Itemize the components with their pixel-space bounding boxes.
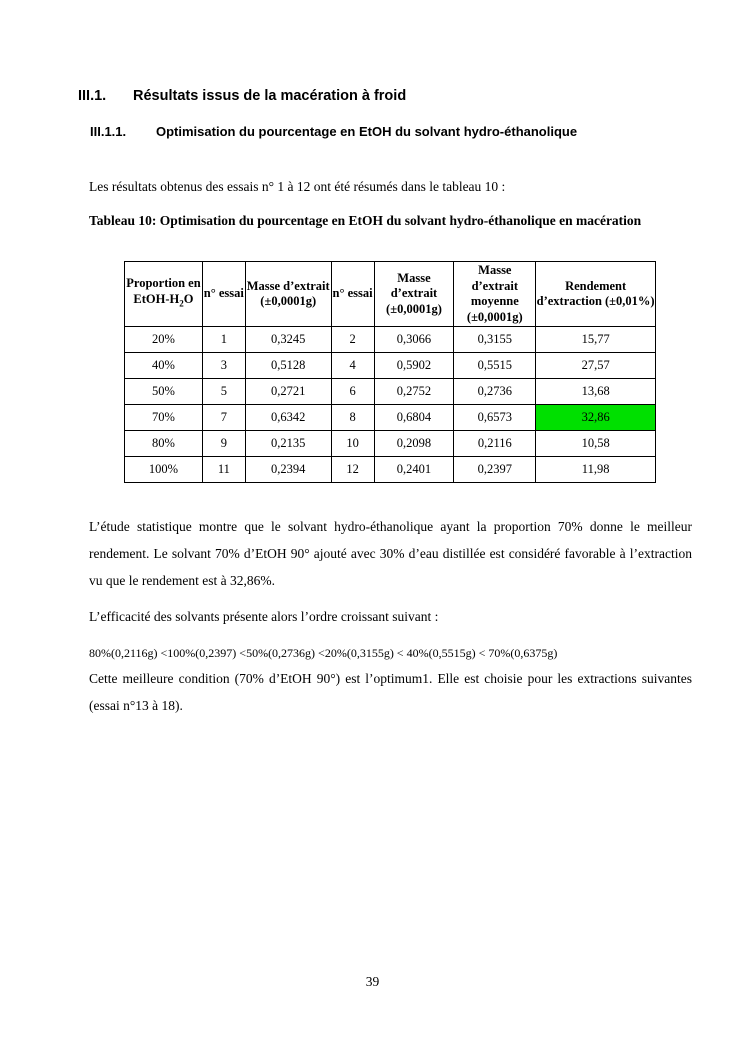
subsection-number: III.1.1.: [90, 124, 127, 139]
cell-essai1: 7: [202, 405, 245, 431]
table-row: [125, 431, 656, 457]
page-number: 39: [365, 974, 380, 989]
cell-masse1: 0,2721: [245, 379, 331, 405]
table-row: [125, 379, 656, 405]
table-row: [125, 353, 656, 379]
cell-masse1: 0,2135: [245, 431, 331, 457]
results-table: [124, 261, 656, 483]
conclusion-paragraph: Cette meilleure condition (70% d’EtOH 90°) est l’optimum1. Elle est choisie pour les extractions suivantes (essai n°13 à 18).: [89, 671, 692, 713]
cell-essai1: 3: [202, 353, 245, 379]
cell-essai2: 2: [331, 327, 374, 353]
cell-masse2: 0,2401: [374, 457, 454, 483]
cell-proportion: 50%: [125, 379, 203, 405]
cell-rendement: 10,58: [536, 431, 656, 457]
cell-proportion: 40%: [125, 353, 203, 379]
header-rendement: Rendement d’extraction (±0,01%): [536, 262, 656, 327]
cell-moyenne: 0,5515: [454, 353, 536, 379]
order-intro-paragraph: L’efficacité des solvants présente alors l’ordre croissant suivant :: [89, 609, 439, 624]
cell-masse2: 0,2098: [374, 431, 454, 457]
analysis-paragraph: L’étude statistique montre que le solvant hydro-éthanolique ayant la proportion 70% donne le meilleur rendement. Le solvant 70% d’EtOH 90° ajouté avec 30% d’eau distillée est considéré favorable à l’extraction vu que le rendement est à 32,86%.: [89, 519, 692, 588]
cell-masse2: 0,6804: [374, 405, 454, 431]
cell-proportion: 100%: [125, 457, 203, 483]
cell-essai1: 9: [202, 431, 245, 457]
header-masse-moyenne: Masse d’extrait moyenne (±0,0001g): [454, 262, 536, 327]
section-heading: [78, 88, 406, 104]
table-header-row: [125, 262, 656, 327]
cell-moyenne: 0,2736: [454, 379, 536, 405]
cell-masse1: 0,2394: [245, 457, 331, 483]
subsection-heading: [90, 124, 577, 139]
cell-moyenne: 0,6573: [454, 405, 536, 431]
table-row: [125, 457, 656, 483]
cell-essai2: 12: [331, 457, 374, 483]
cell-proportion: 20%: [125, 327, 203, 353]
cell-masse2: 0,5902: [374, 353, 454, 379]
intro-text: Les résultats obtenus des essais n° 1 à 12 ont été résumés dans le tableau 10 :: [89, 179, 506, 194]
table-caption: Tableau 10: Optimisation du pourcentage en EtOH du solvant hydro-éthanolique en macération: [89, 213, 642, 228]
cell-essai2: 4: [331, 353, 374, 379]
cell-masse1: 0,6342: [245, 405, 331, 431]
cell-moyenne: 0,3155: [454, 327, 536, 353]
cell-proportion: 80%: [125, 431, 203, 457]
cell-essai1: 5: [202, 379, 245, 405]
cell-masse2: 0,2752: [374, 379, 454, 405]
cell-rendement: 27,57: [536, 353, 656, 379]
cell-masse1: 0,3245: [245, 327, 331, 353]
cell-essai2: 8: [331, 405, 374, 431]
section-number: III.1.: [78, 88, 107, 104]
header-essai-1: n° essai: [202, 262, 245, 327]
cell-essai2: 10: [331, 431, 374, 457]
header-masse-2: Masse d’extrait (±0,0001g): [374, 262, 454, 327]
cell-masse1: 0,5128: [245, 353, 331, 379]
cell-essai1: 1: [202, 327, 245, 353]
cell-rendement: 11,98: [536, 457, 656, 483]
cell-essai2: 6: [331, 379, 374, 405]
header-essai-2: n° essai: [331, 262, 374, 327]
subsection-title: Optimisation du pourcentage en EtOH du solvant hydro-éthanolique: [156, 124, 578, 139]
header-proportion: Proportion en EtOH-$H_2O$: [125, 262, 203, 327]
header-masse-1: Masse d’extrait (±0,0001g): [245, 262, 331, 327]
table-row: [125, 405, 656, 431]
cell-proportion: 70%: [125, 405, 203, 431]
cell-rendement: 32,86: [536, 405, 656, 431]
cell-essai1: 11: [202, 457, 245, 483]
cell-rendement: 15,77: [536, 327, 656, 353]
section-title: Résultats issus de la macération à froid: [133, 88, 407, 104]
cell-masse2: 0,3066: [374, 327, 454, 353]
cell-moyenne: 0,2116: [454, 431, 536, 457]
table-row: [125, 327, 656, 353]
cell-moyenne: 0,2397: [454, 457, 536, 483]
cell-rendement: 13,68: [536, 379, 656, 405]
solvent-order-line: 80%(0,2116g) <100%(0,2397) <50%(0,2736g) <20%(0,3155g) < 40%(0,5515g) < 70%(0,6375g): [89, 646, 558, 660]
